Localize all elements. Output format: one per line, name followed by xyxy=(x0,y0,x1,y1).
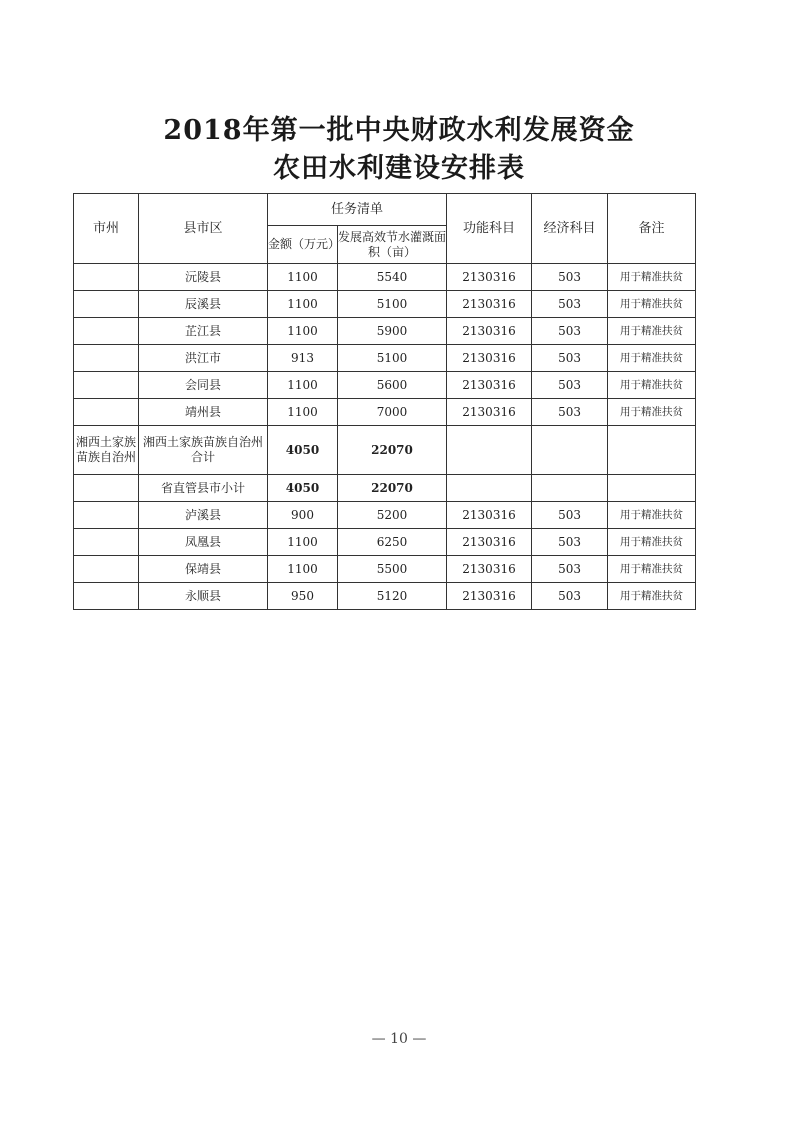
function-subject-cell: 2130316 xyxy=(447,502,532,529)
header-remarks: 备注 xyxy=(608,194,696,264)
area-cell: 5600 xyxy=(338,372,447,399)
amount-cell: 950 xyxy=(268,583,338,610)
table-row xyxy=(74,583,696,610)
table-row xyxy=(74,399,696,426)
city-cell xyxy=(74,264,139,291)
area-cell: 5100 xyxy=(338,345,447,372)
area-cell: 7000 xyxy=(338,399,447,426)
county-cell: 靖州县 xyxy=(139,399,268,426)
function-subject-cell: 2130316 xyxy=(447,583,532,610)
function-subject-cell: 2130316 xyxy=(447,556,532,583)
county-cell: 凤凰县 xyxy=(139,529,268,556)
economic-subject-cell: 503 xyxy=(532,345,608,372)
remarks-cell: 用于精准扶贫 xyxy=(608,502,696,529)
county-cell: 湘西土家族苗族自治州合计 xyxy=(139,426,268,475)
economic-subject-cell xyxy=(532,426,608,475)
remarks-cell: 用于精准扶贫 xyxy=(608,583,696,610)
amount-cell: 1100 xyxy=(268,399,338,426)
area-cell: 5120 xyxy=(338,583,447,610)
economic-subject-cell: 503 xyxy=(532,399,608,426)
amount-cell: 900 xyxy=(268,502,338,529)
function-subject-cell: 2130316 xyxy=(447,291,532,318)
county-cell: 辰溪县 xyxy=(139,291,268,318)
amount-cell: 1100 xyxy=(268,556,338,583)
remarks-cell: 用于精准扶贫 xyxy=(608,529,696,556)
economic-subject-cell: 503 xyxy=(532,556,608,583)
table-row xyxy=(74,529,696,556)
header-county: 县市区 xyxy=(139,194,268,264)
economic-subject-cell: 503 xyxy=(532,318,608,345)
amount-cell: 1100 xyxy=(268,372,338,399)
remarks-cell xyxy=(608,475,696,502)
function-subject-cell: 2130316 xyxy=(447,318,532,345)
table-row xyxy=(74,291,696,318)
table-row xyxy=(74,502,696,529)
document-title-line2: 农田水利建设安排表 xyxy=(273,153,525,184)
city-cell xyxy=(74,345,139,372)
header-function-subject: 功能科目 xyxy=(447,194,532,264)
header-area: 发展高效节水灌溉面积（亩） xyxy=(338,226,447,264)
header-task-list: 任务清单 xyxy=(268,194,447,226)
table-row xyxy=(74,556,696,583)
city-cell xyxy=(74,291,139,318)
amount-cell: 4050 xyxy=(268,426,338,475)
economic-subject-cell: 503 xyxy=(532,502,608,529)
table-row xyxy=(74,426,696,475)
table-row xyxy=(74,264,696,291)
header-city: 市州 xyxy=(74,194,139,264)
header-economic-subject: 经济科目 xyxy=(532,194,608,264)
county-cell: 沅陵县 xyxy=(139,264,268,291)
county-cell: 泸溪县 xyxy=(139,502,268,529)
remarks-cell xyxy=(608,426,696,475)
economic-subject-cell: 503 xyxy=(532,583,608,610)
amount-cell: 1100 xyxy=(268,291,338,318)
table-row xyxy=(74,345,696,372)
county-cell: 芷江县 xyxy=(139,318,268,345)
remarks-cell: 用于精准扶贫 xyxy=(608,264,696,291)
function-subject-cell: 2130316 xyxy=(447,529,532,556)
area-cell: 5900 xyxy=(338,318,447,345)
area-cell: 5200 xyxy=(338,502,447,529)
county-cell: 洪江市 xyxy=(139,345,268,372)
function-subject-cell: 2130316 xyxy=(447,399,532,426)
economic-subject-cell: 503 xyxy=(532,529,608,556)
area-cell: 22070 xyxy=(338,426,447,475)
allocation-table xyxy=(73,193,696,610)
remarks-cell: 用于精准扶贫 xyxy=(608,318,696,345)
amount-cell: 4050 xyxy=(268,475,338,502)
function-subject-cell xyxy=(447,475,532,502)
amount-cell: 913 xyxy=(268,345,338,372)
economic-subject-cell: 503 xyxy=(532,264,608,291)
table-row xyxy=(74,475,696,502)
city-cell xyxy=(74,399,139,426)
county-cell: 永顺县 xyxy=(139,583,268,610)
table-row xyxy=(74,318,696,345)
amount-cell: 1100 xyxy=(268,264,338,291)
header-amount: 金额（万元） xyxy=(268,226,338,264)
area-cell: 6250 xyxy=(338,529,447,556)
area-cell: 5540 xyxy=(338,264,447,291)
city-cell xyxy=(74,318,139,345)
area-cell: 5100 xyxy=(338,291,447,318)
economic-subject-cell: 503 xyxy=(532,291,608,318)
county-cell: 保靖县 xyxy=(139,556,268,583)
amount-cell: 1100 xyxy=(268,318,338,345)
remarks-cell: 用于精准扶贫 xyxy=(608,345,696,372)
page-number: — 10 — xyxy=(371,1031,427,1047)
remarks-cell: 用于精准扶贫 xyxy=(608,291,696,318)
city-cell xyxy=(74,502,139,529)
city-cell xyxy=(74,556,139,583)
city-cell xyxy=(74,372,139,399)
amount-cell: 1100 xyxy=(268,529,338,556)
remarks-cell: 用于精准扶贫 xyxy=(608,399,696,426)
document-title-line1: 2018年第一批中央财政水利发展资金 xyxy=(163,115,635,146)
function-subject-cell: 2130316 xyxy=(447,345,532,372)
city-cell xyxy=(74,529,139,556)
city-cell: 湘西土家族苗族自治州 xyxy=(74,426,139,475)
area-cell: 5500 xyxy=(338,556,447,583)
county-cell: 会同县 xyxy=(139,372,268,399)
city-cell xyxy=(74,475,139,502)
function-subject-cell: 2130316 xyxy=(447,372,532,399)
city-cell xyxy=(74,583,139,610)
economic-subject-cell: 503 xyxy=(532,372,608,399)
table-row xyxy=(74,372,696,399)
remarks-cell: 用于精准扶贫 xyxy=(608,372,696,399)
area-cell: 22070 xyxy=(338,475,447,502)
economic-subject-cell xyxy=(532,475,608,502)
county-cell: 省直管县市小计 xyxy=(139,475,268,502)
table-body xyxy=(74,264,696,610)
remarks-cell: 用于精准扶贫 xyxy=(608,556,696,583)
function-subject-cell: 2130316 xyxy=(447,264,532,291)
function-subject-cell xyxy=(447,426,532,475)
